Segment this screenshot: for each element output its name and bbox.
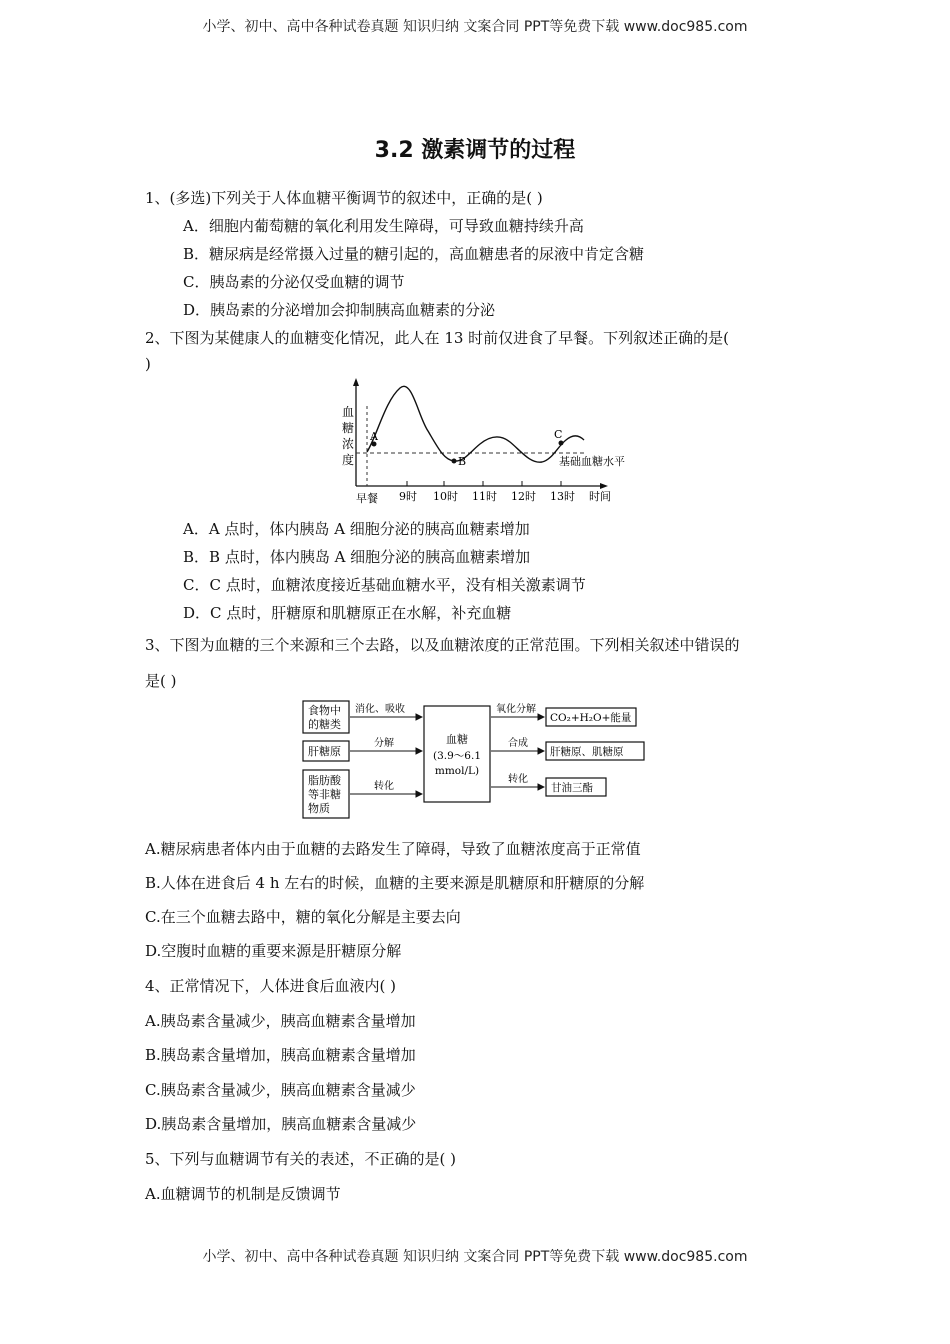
ylabel-char-2: 糖 xyxy=(342,421,355,435)
q3-option-d: D.空腹时血糖的重要来源是肝糖原分解 xyxy=(145,942,402,960)
baseline-label: 基础血糖水平 xyxy=(559,455,625,468)
center-title: 血糖 xyxy=(446,733,468,746)
q1-option-d: D．胰岛素的分泌增加会抑制胰高血糖素的分泌 xyxy=(183,301,496,319)
xlabel-10: 10时 xyxy=(433,490,458,503)
page-header: 小学、初中、高中各种试卷真题 知识归纳 文案合同 PPT等免费下载 www.doc985.com xyxy=(202,19,748,35)
sink-2: 肝糖原、肌糖原 xyxy=(550,746,624,758)
point-a-label: A xyxy=(370,430,378,443)
q2-option-d: D．C 点时，肝糖原和肌糖原正在水解，补充血糖 xyxy=(183,604,512,622)
q5-option-a: A.血糖调节的机制是反馈调节 xyxy=(145,1185,341,1203)
q4-option-a: A.胰岛素含量减少，胰高血糖素含量增加 xyxy=(145,1012,416,1030)
xlabel-breakfast: 早餐 xyxy=(356,492,378,505)
q3-stem-cont: 是( ) xyxy=(145,672,177,690)
arrow-label-digest: 消化、吸收 xyxy=(355,704,405,715)
point-c-label: C xyxy=(554,428,563,441)
xlabel-9: 9时 xyxy=(399,490,417,503)
ylabel-char-1: 血 xyxy=(342,405,355,419)
xlabel-13: 13时 xyxy=(550,490,575,503)
blood-glucose-chart xyxy=(330,376,650,511)
arrow-label-convert-in: 转化 xyxy=(374,781,394,792)
xlabel-time: 时间 xyxy=(589,490,611,503)
q2-stem-cont: ) xyxy=(145,355,151,373)
q5-stem: 5、下列与血糖调节有关的表述，不正确的是( ) xyxy=(145,1150,457,1168)
source-2: 肝糖原 xyxy=(308,745,341,758)
arrow-label-oxidize: 氧化分解 xyxy=(496,704,536,715)
q3-option-c: C.在三个血糖去路中，糖的氧化分解是主要去向 xyxy=(145,908,461,926)
source-1-line-1: 食物中 xyxy=(308,704,341,717)
q2-option-b: B．B 点时，体内胰岛 A 细胞分泌的胰高血糖素增加 xyxy=(183,548,531,566)
page-footer: 小学、初中、高中各种试卷真题 知识归纳 文案合同 PPT等免费下载 www.doc985.com xyxy=(202,1249,748,1265)
q1-stem: 1、(多选)下列关于人体血糖平衡调节的叙述中，正确的是( ) xyxy=(145,189,543,207)
source-3-line-3: 物质 xyxy=(308,802,330,815)
source-3-line-2: 等非糖 xyxy=(308,788,341,801)
q3-option-b: B.人体在进食后 4 h 左右的时候，血糖的主要来源是肌糖原和肝糖原的分解 xyxy=(145,874,645,892)
arrow-label-decompose: 分解 xyxy=(374,738,394,749)
q1-option-a: A．细胞内葡萄糖的氧化利用发生障碍，可导致血糖持续升高 xyxy=(183,217,584,235)
sink-1: CO₂+H₂O+能量 xyxy=(550,712,632,724)
arrow-label-synthesize: 合成 xyxy=(508,738,528,749)
q3-stem: 3、下图为血糖的三个来源和三个去路，以及血糖浓度的正常范围。下列相关叙述中错误的 xyxy=(145,636,740,654)
ylabel-char-3: 浓 xyxy=(342,437,355,451)
q4-stem: 4、正常情况下，人体进食后血液内( ) xyxy=(145,977,397,995)
q2-option-a: A．A 点时，体内胰岛 A 细胞分泌的胰高血糖素增加 xyxy=(183,520,530,538)
blood-glucose-flow-diagram xyxy=(300,698,655,822)
q2-stem: 2、下图为某健康人的血糖变化情况，此人在 13 时前仅进食了早餐。下列叙述正确的是( xyxy=(145,329,730,347)
center-range: (3.9～6.1 xyxy=(433,750,481,762)
source-1-line-2: 的糖类 xyxy=(308,718,341,731)
arrow-label-convert-out: 转化 xyxy=(508,774,528,785)
q1-option-c: C．胰岛素的分泌仅受血糖的调节 xyxy=(183,273,405,291)
point-b-label: B xyxy=(458,455,467,468)
ylabel-char-4: 度 xyxy=(342,453,355,467)
page-title: 3.2 激素调节的过程 xyxy=(374,138,576,163)
xlabel-12: 12时 xyxy=(511,490,536,503)
q4-option-c: C.胰岛素含量减少，胰高血糖素含量减少 xyxy=(145,1081,416,1099)
q4-option-d: D.胰岛素含量增加，胰高血糖素含量减少 xyxy=(145,1115,417,1133)
sink-3: 甘油三酯 xyxy=(551,782,593,794)
q4-option-b: B.胰岛素含量增加，胰高血糖素含量增加 xyxy=(145,1046,416,1064)
center-unit: mmol/L) xyxy=(434,765,480,777)
source-3-line-1: 脂肪酸 xyxy=(308,774,341,787)
xlabel-11: 11时 xyxy=(472,490,497,503)
q2-option-c: C．C 点时，血糖浓度接近基础血糖水平，没有相关激素调节 xyxy=(183,576,586,594)
q3-option-a: A.糖尿病患者体内由于血糖的去路发生了障碍，导致了血糖浓度高于正常值 xyxy=(145,840,641,858)
q1-option-b: B．糖尿病是经常摄入过量的糖引起的，高血糖患者的尿液中肯定含糖 xyxy=(183,245,645,263)
